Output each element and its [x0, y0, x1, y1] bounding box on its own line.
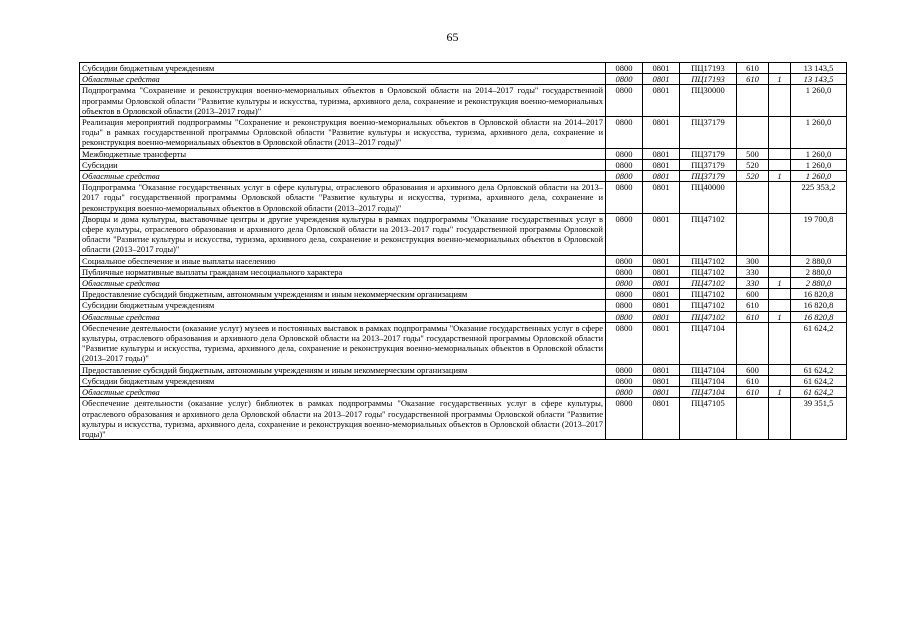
- funding-source-code: [769, 182, 791, 214]
- target-item-code: ПЦ47105: [680, 398, 737, 440]
- row-description: Межбюджетные трансферты: [80, 148, 606, 159]
- target-item-code: ПЦ17193: [680, 63, 737, 74]
- target-item-code: ПЦ47102: [680, 289, 737, 300]
- section-code: 0800: [606, 171, 643, 182]
- section-code: 0800: [606, 364, 643, 375]
- target-item-code: ПЦ37179: [680, 171, 737, 182]
- section-code: 0800: [606, 159, 643, 170]
- amount-cell: 2 880,0: [791, 278, 847, 289]
- subsection-code: 0801: [643, 213, 680, 255]
- row-description: Областные средства: [80, 74, 606, 85]
- row-description: Социальное обеспечение и иные выплаты населению: [80, 255, 606, 266]
- table-row: [80, 364, 847, 375]
- amount-cell: 13 143,5: [791, 74, 847, 85]
- expense-type-code: 330: [737, 278, 769, 289]
- amount-cell: 13 143,5: [791, 63, 847, 74]
- amount-cell: 61 624,2: [791, 322, 847, 364]
- amount-cell: 16 820,8: [791, 311, 847, 322]
- funding-source-code: [769, 159, 791, 170]
- row-description: Областные средства: [80, 311, 606, 322]
- table-row: [80, 311, 847, 322]
- subsection-code: 0801: [643, 278, 680, 289]
- section-code: 0800: [606, 278, 643, 289]
- amount-cell: 19 700,8: [791, 213, 847, 255]
- row-description: Областные средства: [80, 387, 606, 398]
- expense-type-code: 610: [737, 311, 769, 322]
- expense-type-code: [737, 117, 769, 149]
- section-code: 0800: [606, 387, 643, 398]
- subsection-code: 0801: [643, 63, 680, 74]
- expense-type-code: 610: [737, 63, 769, 74]
- funding-source-code: [769, 266, 791, 277]
- funding-source-code: 1: [769, 311, 791, 322]
- row-description: Предоставление субсидий бюджетным, автономным учреждениям и иным некоммерческим организациям: [80, 289, 606, 300]
- section-code: 0800: [606, 74, 643, 85]
- expense-type-code: 610: [737, 375, 769, 386]
- funding-source-code: [769, 63, 791, 74]
- subsection-code: 0801: [643, 117, 680, 149]
- amount-cell: 2 880,0: [791, 255, 847, 266]
- table-row: [80, 266, 847, 277]
- section-code: 0800: [606, 213, 643, 255]
- table-row: [80, 398, 847, 440]
- subsection-code: 0801: [643, 300, 680, 311]
- row-description: Подпрограмма "Оказание государственных услуг в сфере культуры, отраслевого образования и архивного дела Орловской области на 2013–2017 годы" государственной программы Орловской области "Развитие культуры и искусства, туризма, архивного дела, сохранение и реконструкция военно-мемориальных объектов в Орловской области (2013–2017 годы)": [80, 182, 606, 214]
- funding-source-code: 1: [769, 278, 791, 289]
- expense-type-code: 330: [737, 266, 769, 277]
- section-code: 0800: [606, 398, 643, 440]
- amount-cell: 61 624,2: [791, 375, 847, 386]
- budget-table: [79, 62, 847, 440]
- section-code: 0800: [606, 289, 643, 300]
- funding-source-code: [769, 85, 791, 117]
- section-code: 0800: [606, 182, 643, 214]
- subsection-code: 0801: [643, 255, 680, 266]
- target-item-code: ПЦ30000: [680, 85, 737, 117]
- funding-source-code: [769, 322, 791, 364]
- funding-source-code: [769, 213, 791, 255]
- subsection-code: 0801: [643, 148, 680, 159]
- funding-source-code: [769, 364, 791, 375]
- subsection-code: 0801: [643, 398, 680, 440]
- table-row: [80, 300, 847, 311]
- section-code: 0800: [606, 63, 643, 74]
- funding-source-code: [769, 148, 791, 159]
- target-item-code: ПЦ40000: [680, 182, 737, 214]
- row-description: Дворцы и дома культуры, выставочные центры и другие учреждения культуры в рамках подпрограммы "Оказание государственных услуг в сфере культуры, отраслевого образования и архивного дела Орловской области на 2013–2017 годы" государственной программы Орловской области "Развитие культуры и искусства, туризма, архивного дела, сохранение и реконструкция военно-мемориальных объектов в Орловской области (2013–2017 годы)": [80, 213, 606, 255]
- funding-source-code: [769, 398, 791, 440]
- target-item-code: ПЦ47104: [680, 375, 737, 386]
- table-row: [80, 375, 847, 386]
- target-item-code: ПЦ37179: [680, 117, 737, 149]
- section-code: 0800: [606, 148, 643, 159]
- funding-source-code: 1: [769, 387, 791, 398]
- expense-type-code: 610: [737, 300, 769, 311]
- subsection-code: 0801: [643, 85, 680, 117]
- table-row: [80, 74, 847, 85]
- amount-cell: 16 820,8: [791, 289, 847, 300]
- table-row: [80, 63, 847, 74]
- section-code: 0800: [606, 375, 643, 386]
- subsection-code: 0801: [643, 182, 680, 214]
- target-item-code: ПЦ37179: [680, 159, 737, 170]
- target-item-code: ПЦ17193: [680, 74, 737, 85]
- row-description: Подпрограмма "Сохранение и реконструкция военно-мемориальных объектов в Орловской области на 2014–2017 годы" государственной программы Орловской области "Развитие культуры и искусства, туризма, архивного дела, сохранение и реконструкция военно-мемориальных объектов в Орловской области (2013–2017 годы)": [80, 85, 606, 117]
- expense-type-code: [737, 213, 769, 255]
- expense-type-code: [737, 182, 769, 214]
- subsection-code: 0801: [643, 375, 680, 386]
- table-row: [80, 387, 847, 398]
- subsection-code: 0801: [643, 74, 680, 85]
- subsection-code: 0801: [643, 266, 680, 277]
- amount-cell: 16 820,8: [791, 300, 847, 311]
- row-description: Субсидии бюджетным учреждениям: [80, 375, 606, 386]
- row-description: Публичные нормативные выплаты гражданам несоциального характера: [80, 266, 606, 277]
- expense-type-code: 300: [737, 255, 769, 266]
- target-item-code: ПЦ47104: [680, 387, 737, 398]
- expense-type-code: 500: [737, 148, 769, 159]
- expense-type-code: 520: [737, 159, 769, 170]
- amount-cell: 225 353,2: [791, 182, 847, 214]
- row-description: Обеспечение деятельности (оказание услуг) библиотек в рамках подпрограммы "Оказание государственных услуг в сфере культуры, отраслевого образования и архивного дела Орловской области на 2013–2017 годы" государственной программы Орловской области "Развитие культуры и искусства, туризма, архивного дела, сохранение и реконструкция военно-мемориальных объектов в Орловской области (2013–2017 годы)": [80, 398, 606, 440]
- funding-source-code: [769, 117, 791, 149]
- table-row: [80, 85, 847, 117]
- expense-type-code: [737, 85, 769, 117]
- amount-cell: 39 351,5: [791, 398, 847, 440]
- page-number: 65: [446, 30, 459, 44]
- funding-source-code: [769, 255, 791, 266]
- subsection-code: 0801: [643, 171, 680, 182]
- section-code: 0800: [606, 255, 643, 266]
- amount-cell: 61 624,2: [791, 364, 847, 375]
- row-description: Обеспечение деятельности (оказание услуг) музеев и постоянных выставок в рамках подпрограммы "Оказание государственных услуг в сфере культуры, отраслевого образования и архивного дела Орловской области на 2013–2017 годы" государственной программы Орловской области "Развитие культуры и искусства, туризма, архивного дела, сохранение и реконструкция военно-мемориальных объектов в Орловской области (2013–2017 годы)": [80, 322, 606, 364]
- table-row: [80, 278, 847, 289]
- expense-type-code: [737, 398, 769, 440]
- subsection-code: 0801: [643, 387, 680, 398]
- subsection-code: 0801: [643, 322, 680, 364]
- expense-type-code: 600: [737, 289, 769, 300]
- target-item-code: ПЦ47104: [680, 322, 737, 364]
- section-code: 0800: [606, 266, 643, 277]
- target-item-code: ПЦ47102: [680, 266, 737, 277]
- subsection-code: 0801: [643, 289, 680, 300]
- table-row: [80, 182, 847, 214]
- table-body: [80, 63, 847, 440]
- target-item-code: ПЦ37179: [680, 148, 737, 159]
- amount-cell: 1 260,0: [791, 85, 847, 117]
- target-item-code: ПЦ47102: [680, 278, 737, 289]
- row-description: Предоставление субсидий бюджетным, автономным учреждениям и иным некоммерческим организациям: [80, 364, 606, 375]
- amount-cell: 1 260,0: [791, 117, 847, 149]
- row-description: Субсидии: [80, 159, 606, 170]
- amount-cell: 1 260,0: [791, 171, 847, 182]
- table-row: [80, 159, 847, 170]
- table-row: [80, 117, 847, 149]
- section-code: 0800: [606, 85, 643, 117]
- expense-type-code: 610: [737, 74, 769, 85]
- section-code: 0800: [606, 300, 643, 311]
- subsection-code: 0801: [643, 311, 680, 322]
- target-item-code: ПЦ47102: [680, 213, 737, 255]
- table-row: [80, 322, 847, 364]
- funding-source-code: [769, 289, 791, 300]
- amount-cell: 1 260,0: [791, 159, 847, 170]
- table-row: [80, 148, 847, 159]
- expense-type-code: [737, 322, 769, 364]
- table-row: [80, 255, 847, 266]
- amount-cell: 2 880,0: [791, 266, 847, 277]
- row-description: Областные средства: [80, 171, 606, 182]
- expense-type-code: 600: [737, 364, 769, 375]
- target-item-code: ПЦ47102: [680, 311, 737, 322]
- subsection-code: 0801: [643, 159, 680, 170]
- expense-type-code: 610: [737, 387, 769, 398]
- section-code: 0800: [606, 311, 643, 322]
- section-code: 0800: [606, 322, 643, 364]
- subsection-code: 0801: [643, 364, 680, 375]
- table-row: [80, 289, 847, 300]
- expense-type-code: 520: [737, 171, 769, 182]
- row-description: Субсидии бюджетным учреждениям: [80, 63, 606, 74]
- target-item-code: ПЦ47102: [680, 255, 737, 266]
- funding-source-code: 1: [769, 171, 791, 182]
- target-item-code: ПЦ47104: [680, 364, 737, 375]
- funding-source-code: [769, 300, 791, 311]
- row-description: Областные средства: [80, 278, 606, 289]
- funding-source-code: 1: [769, 74, 791, 85]
- section-code: 0800: [606, 117, 643, 149]
- amount-cell: 61 624,2: [791, 387, 847, 398]
- row-description: Реализация мероприятий подпрограммы "Сохранение и реконструкция военно-мемориальных объектов в Орловской области на 2014–2017 годы" в рамках государственной программы Орловской области "Развитие культуры и искусства, туризма, архивного дела, сохранение и реконструкция военно-мемориальных объектов в Орловской области (2013–2017 годы)": [80, 117, 606, 149]
- funding-source-code: [769, 375, 791, 386]
- table-row: [80, 171, 847, 182]
- amount-cell: 1 260,0: [791, 148, 847, 159]
- row-description: Субсидии бюджетным учреждениям: [80, 300, 606, 311]
- table-row: [80, 213, 847, 255]
- target-item-code: ПЦ47102: [680, 300, 737, 311]
